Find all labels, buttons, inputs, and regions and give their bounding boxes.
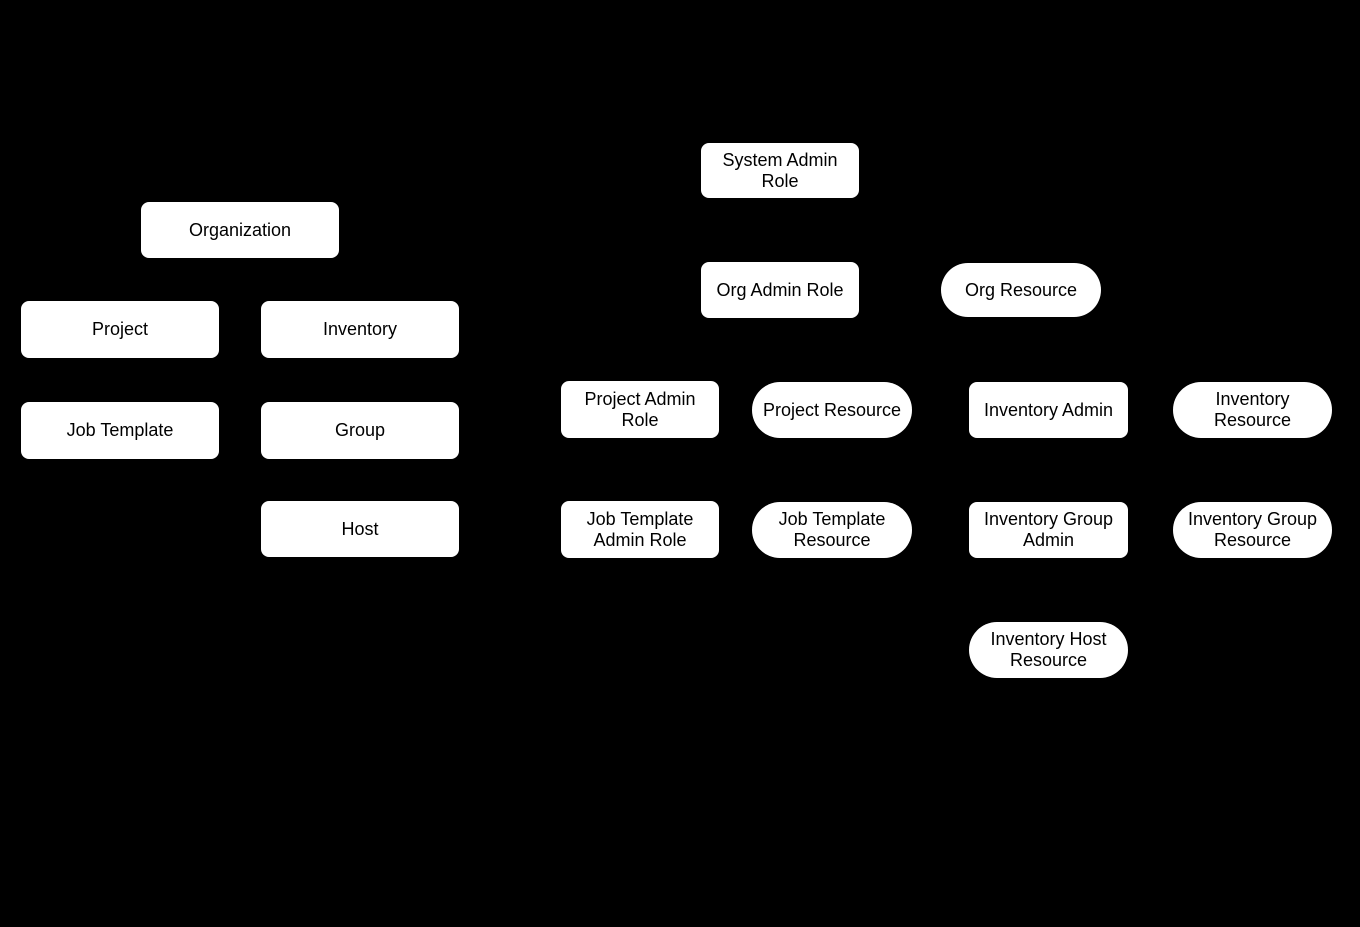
job-template-resource-label: Resource <box>793 530 871 550</box>
inventory-admin-node <box>969 382 1128 438</box>
inventory-label: Inventory <box>322 319 398 339</box>
organization-node <box>141 202 339 258</box>
inventory-host-resource-node <box>969 622 1128 678</box>
org-resource-node <box>941 263 1101 317</box>
inventory-group-admin-node <box>969 502 1128 558</box>
system-admin-role-node <box>701 143 859 198</box>
org-resource-label: Org Resource <box>964 279 1078 300</box>
project-admin-role-node <box>561 381 719 438</box>
inventory-group-resource-node <box>1173 502 1332 558</box>
inventory-admin-label: Inventory Admin <box>983 399 1114 420</box>
inventory-group-resource-label: Inventory Group <box>1187 509 1318 529</box>
job-template-admin-role-label: Job Template <box>586 508 694 529</box>
organization-label: Organization <box>188 219 292 240</box>
inventory-resource-label: Resource <box>1213 410 1292 430</box>
inventory-group-admin-label: Inventory Group <box>983 509 1114 529</box>
project-node <box>21 301 219 358</box>
project-label: Project <box>91 319 149 339</box>
inventory-group-admin-label: Admin <box>1022 530 1075 550</box>
group-node <box>261 402 459 459</box>
inventory-host-resource-label: Resource <box>1009 650 1088 670</box>
host-node <box>261 501 459 557</box>
job-template-node <box>21 402 219 459</box>
inventory-resource-node <box>1173 382 1332 438</box>
inventory-host-resource-label: Inventory Host <box>990 629 1107 649</box>
job-template-admin-role-label: Admin Role <box>593 529 687 550</box>
job-template-resource-node <box>752 502 912 558</box>
job-template-resource-label: Job Template <box>778 509 886 529</box>
job-template-admin-role-node <box>561 501 719 558</box>
project-admin-role-label: Project Admin <box>584 388 696 409</box>
project-resource-node <box>752 382 912 438</box>
project-resource-label: Project Resource <box>762 399 902 420</box>
org-admin-role-node <box>701 262 859 318</box>
project-admin-role-label: Role <box>621 409 659 430</box>
group-label: Group <box>334 420 386 440</box>
job-template-label: Job Template <box>66 420 174 440</box>
system-admin-role-label: Role <box>761 170 799 191</box>
inventory-node <box>261 301 459 358</box>
host-label: Host <box>341 518 379 539</box>
system-admin-role-label: System Admin <box>722 149 838 170</box>
inventory-resource-label: Inventory <box>1215 389 1290 409</box>
inventory-group-resource-label: Resource <box>1213 530 1292 550</box>
org-admin-role-label: Org Admin Role <box>716 279 844 300</box>
